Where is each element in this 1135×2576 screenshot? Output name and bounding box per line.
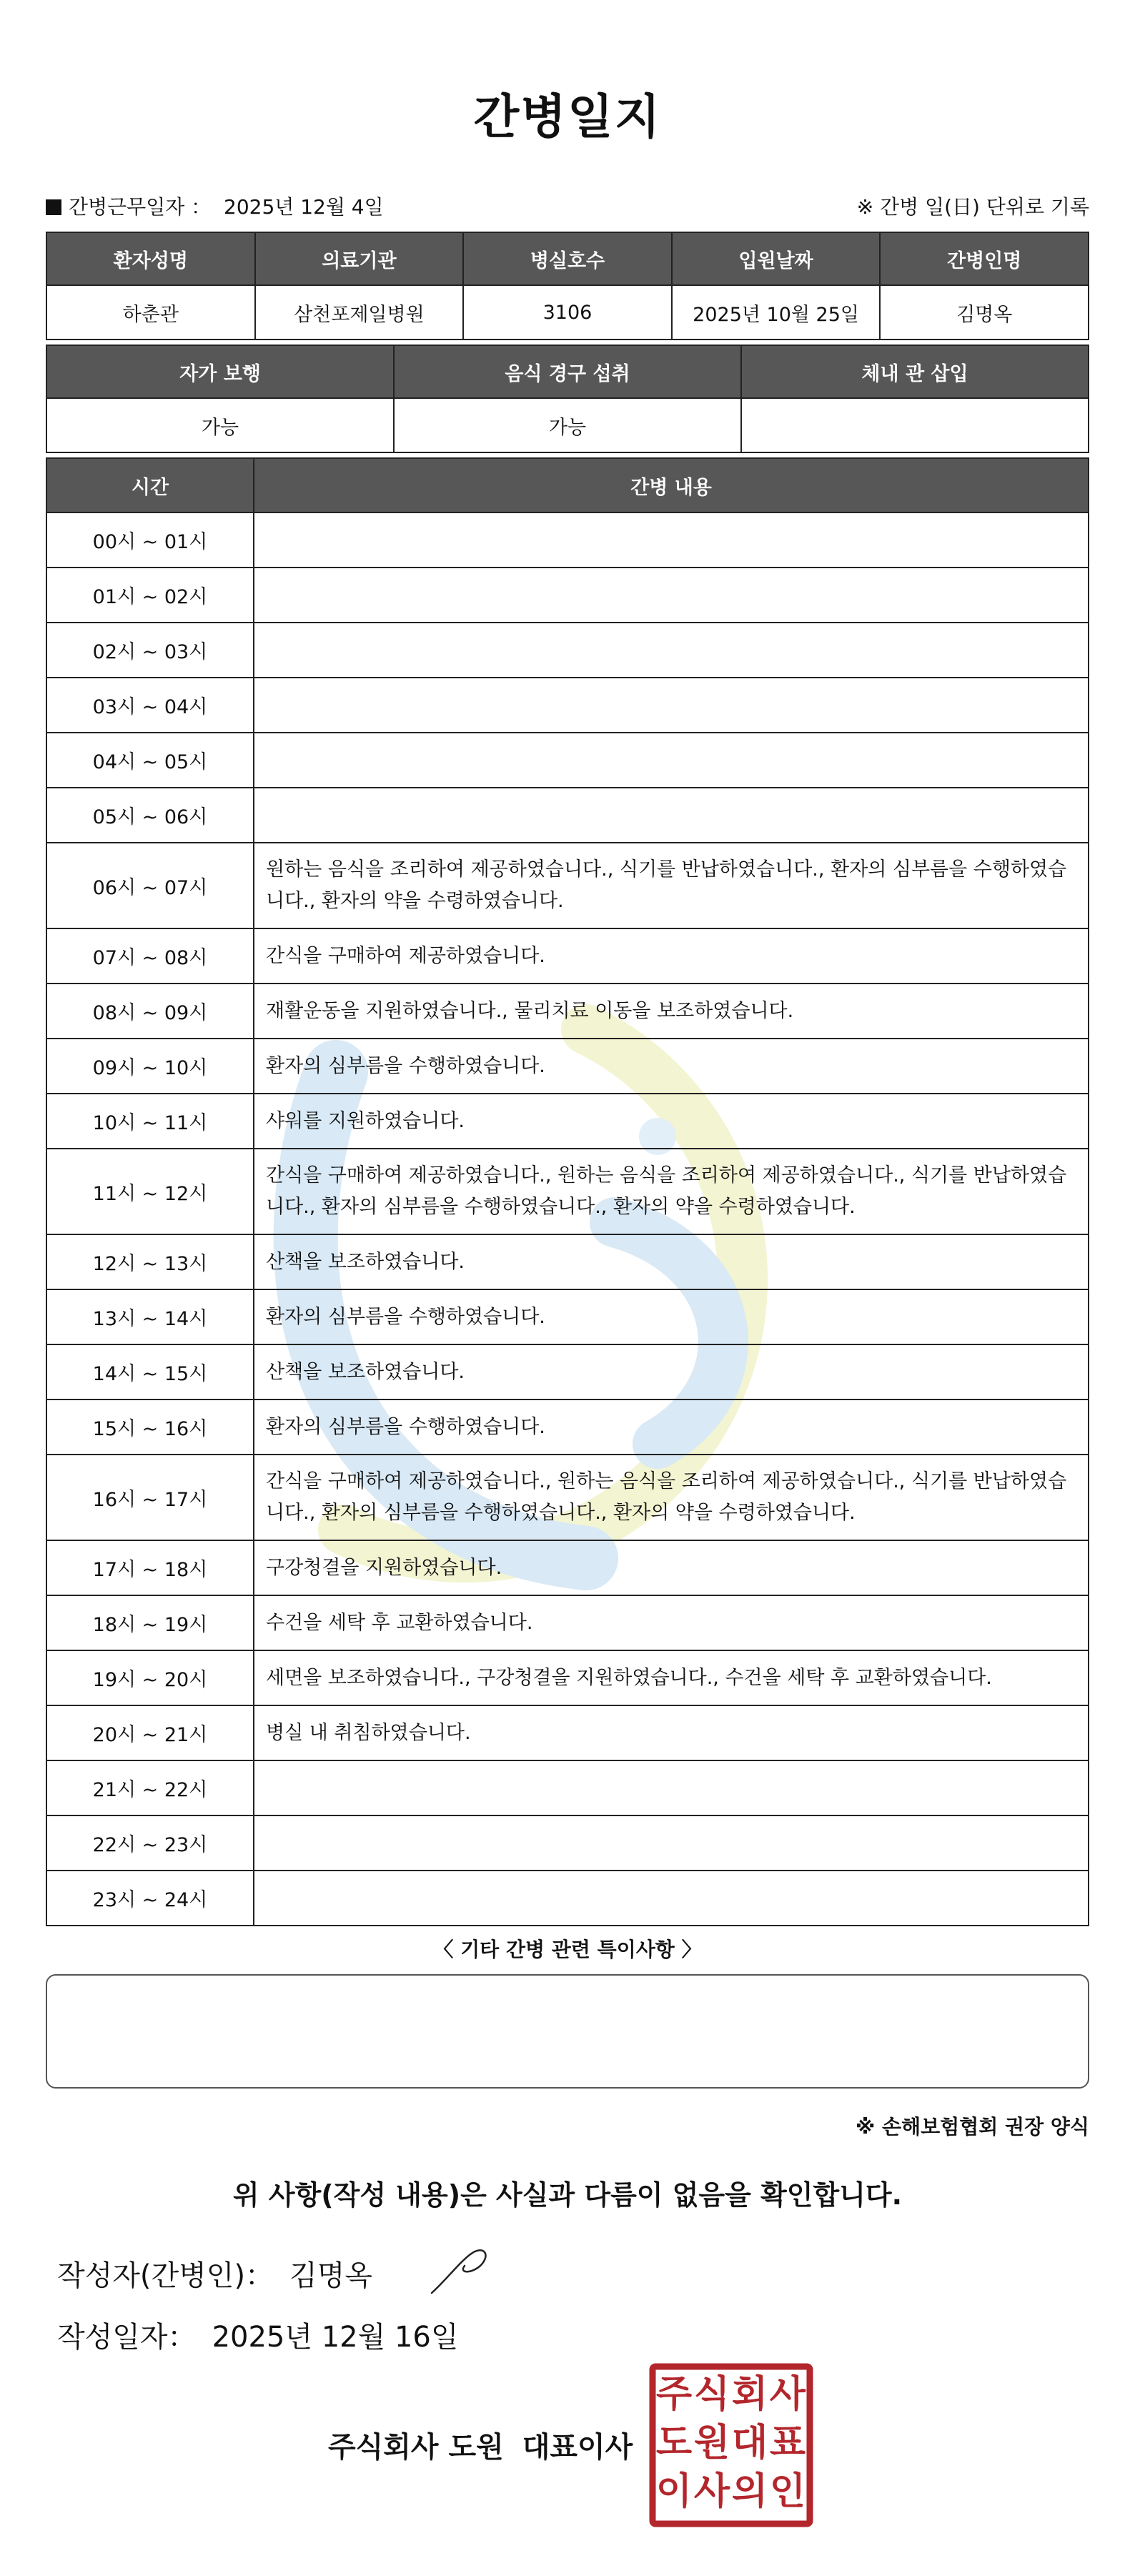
- company-line: [328, 2424, 633, 2465]
- care-content: [254, 623, 1089, 678]
- seal-character: 주: [655, 2373, 693, 2416]
- header-admission-date: 입원날짜: [672, 232, 881, 285]
- meta-row: [46, 192, 1089, 220]
- seal-character: 인: [769, 2470, 806, 2513]
- time-slot: 22시 ~ 23시: [46, 1815, 254, 1871]
- company-seal: [648, 2362, 814, 2528]
- table-row: [46, 1344, 1089, 1400]
- form-source-note: ※ 손해보험협회 권장 양식: [856, 2115, 1089, 2139]
- signature: [417, 2237, 510, 2302]
- time-slot: 23시 ~ 24시: [46, 1871, 254, 1926]
- seal-character: 이: [655, 2470, 693, 2513]
- care-content: 환자의 심부름을 수행하였습니다.: [254, 1400, 1089, 1455]
- time-slot: 16시 ~ 17시: [46, 1455, 254, 1540]
- time-slot: 00시 ~ 01시: [46, 512, 254, 568]
- time-slot: 21시 ~ 22시: [46, 1760, 254, 1815]
- table-row: [46, 1871, 1089, 1926]
- time-slot: 10시 ~ 11시: [46, 1094, 254, 1149]
- table-row: [46, 984, 1089, 1039]
- table-row: [46, 1455, 1089, 1540]
- care-content: [254, 1760, 1089, 1815]
- care-content: [254, 733, 1089, 788]
- special-notes-title: 〈 기타 간병 관련 특이사항 〉: [433, 1938, 702, 1961]
- work-date: [46, 192, 384, 220]
- time-slot: 08시 ~ 09시: [46, 984, 254, 1039]
- seal-character: 식: [693, 2373, 730, 2416]
- care-content: 수건을 세탁 후 교환하였습니다.: [254, 1595, 1089, 1650]
- care-content: 재활운동을 지원하였습니다., 물리치료 이동을 보조하였습니다.: [254, 984, 1089, 1039]
- work-date-label: 간병근무일자 ：: [69, 195, 212, 219]
- table-row: [46, 1289, 1089, 1344]
- special-notes-box: [46, 1974, 1089, 2089]
- table-row: [46, 1234, 1089, 1289]
- time-slot: 07시 ~ 08시: [46, 928, 254, 984]
- company-representative: 대표이사: [522, 2431, 633, 2464]
- time-slot: 02시 ~ 03시: [46, 623, 254, 678]
- table-row: [46, 1595, 1089, 1650]
- patient-info-header-row: [46, 232, 1089, 285]
- seal-character: 원: [693, 2422, 730, 2464]
- care-content: 원하는 음식을 조리하여 제공하였습니다., 식기를 반납하였습니다., 환자의 심부름을 수행하였습니다., 환자의 약을 수령하였습니다.: [254, 843, 1089, 928]
- hospital-name: 삼천포제일병원: [255, 285, 464, 340]
- patient-name: 하춘관: [46, 285, 255, 340]
- care-content: 간식을 구매하여 제공하였습니다., 원하는 음식을 조리하여 제공하였습니다., 식기를 반납하였습니다., 환자의 심부름을 수행하였습니다., 환자의 약을 수령하였습니다.: [254, 1149, 1089, 1234]
- header-time: 시간: [46, 458, 254, 512]
- written-date-line: [57, 2314, 459, 2355]
- square-bullet-icon: [46, 199, 61, 215]
- time-slot: 15시 ~ 16시: [46, 1400, 254, 1455]
- time-slot: 11시 ~ 12시: [46, 1149, 254, 1234]
- table-row: [46, 678, 1089, 733]
- time-slot: 03시 ~ 04시: [46, 678, 254, 733]
- table-row: [46, 512, 1089, 568]
- confirmation-statement: 위 사항(작성 내용)은 사실과 다름이 없음을 확인합니다.: [232, 2179, 903, 2211]
- table-row: [46, 1039, 1089, 1094]
- seal-character: 표: [769, 2422, 806, 2464]
- table-row: [46, 1400, 1089, 1455]
- header-tube-insertion: 체내 관 삽입: [741, 345, 1089, 398]
- seal-character: 의: [731, 2470, 768, 2513]
- seal-character: 회: [731, 2373, 768, 2416]
- care-content: [254, 512, 1089, 568]
- time-slot: 20시 ~ 21시: [46, 1705, 254, 1760]
- care-content: [254, 1815, 1089, 1871]
- care-content: 간식을 구매하여 제공하였습니다., 원하는 음식을 조리하여 제공하였습니다., 식기를 반납하였습니다., 환자의 심부름을 수행하였습니다., 환자의 약을 수령하였습니다.: [254, 1455, 1089, 1540]
- table-row: [46, 1650, 1089, 1705]
- patient-info-table: [46, 232, 1089, 340]
- document-title: 간병일지: [473, 89, 662, 144]
- writer-name: 김명옥: [289, 2259, 372, 2292]
- oral-intake-value: 가능: [394, 398, 741, 452]
- table-row: [46, 843, 1089, 928]
- care-content: [254, 788, 1089, 843]
- time-slot: 09시 ~ 10시: [46, 1039, 254, 1094]
- time-slot: 04시 ~ 05시: [46, 733, 254, 788]
- time-slot: 19시 ~ 20시: [46, 1650, 254, 1705]
- care-content: 환자의 심부름을 수행하였습니다.: [254, 1289, 1089, 1344]
- time-slot: 13시 ~ 14시: [46, 1289, 254, 1344]
- table-row: [46, 733, 1089, 788]
- caregiver-name: 김명옥: [880, 285, 1089, 340]
- care-content: 산책을 보조하였습니다.: [254, 1344, 1089, 1400]
- time-slot: 12시 ~ 13시: [46, 1234, 254, 1289]
- header-hospital: 의료기관: [255, 232, 464, 285]
- table-row: [46, 1149, 1089, 1234]
- header-self-walking: 자가 보행: [46, 345, 394, 398]
- care-content: 환자의 심부름을 수행하였습니다.: [254, 1039, 1089, 1094]
- patient-status-header-row: [46, 345, 1089, 398]
- care-content: 세면을 보조하였습니다., 구강청결을 지원하였습니다., 수건을 세탁 후 교환하였습니다.: [254, 1650, 1089, 1705]
- header-care-content: 간병 내용: [254, 458, 1089, 512]
- seal-character: 도: [655, 2422, 693, 2464]
- table-row: [46, 1094, 1089, 1149]
- table-row: [46, 928, 1089, 984]
- room-number: 3106: [463, 285, 672, 340]
- care-content: 간식을 구매하여 제공하였습니다.: [254, 928, 1089, 984]
- admission-date: 2025년 10월 25일: [672, 285, 881, 340]
- tube-insertion-value: [741, 398, 1089, 452]
- header-room-number: 병실호수: [463, 232, 672, 285]
- care-content: 샤워를 지원하였습니다.: [254, 1094, 1089, 1149]
- time-slot: 17시 ~ 18시: [46, 1540, 254, 1595]
- patient-status-value-row: [46, 398, 1089, 452]
- table-row: [46, 1760, 1089, 1815]
- time-slot: 01시 ~ 02시: [46, 568, 254, 623]
- record-unit-note: ※ 간병 일(日) 단위로 기록: [856, 195, 1089, 219]
- patient-status-table: [46, 345, 1089, 453]
- table-row: [46, 1815, 1089, 1871]
- care-log-header-row: [46, 458, 1089, 512]
- time-slot: 05시 ~ 06시: [46, 788, 254, 843]
- care-log-table: [46, 457, 1089, 1926]
- time-slot: 18시 ~ 19시: [46, 1595, 254, 1650]
- care-content: [254, 568, 1089, 623]
- written-date-value: 2025년 12월 16일: [212, 2321, 459, 2354]
- writer-line: [57, 2253, 372, 2294]
- work-date-value: 2025년 12월 4일: [224, 195, 384, 219]
- seal-character: 사: [769, 2373, 806, 2416]
- table-row: [46, 1705, 1089, 1760]
- header-patient-name: 환자성명: [46, 232, 255, 285]
- care-content: [254, 1871, 1089, 1926]
- written-date-label: 작성일자：: [57, 2321, 197, 2354]
- table-row: [46, 788, 1089, 843]
- table-row: [46, 1540, 1089, 1595]
- table-row: [46, 568, 1089, 623]
- header-caregiver-name: 간병인명: [880, 232, 1089, 285]
- care-content: 병실 내 취침하였습니다.: [254, 1705, 1089, 1760]
- patient-info-value-row: [46, 285, 1089, 340]
- care-content: 구강청결을 지원하였습니다.: [254, 1540, 1089, 1595]
- seal-character: 사: [693, 2470, 730, 2513]
- company-name: 주식회사 도원: [328, 2431, 504, 2464]
- header-oral-intake: 음식 경구 섭취: [394, 345, 741, 398]
- self-walking-value: 가능: [46, 398, 394, 452]
- care-content: [254, 678, 1089, 733]
- table-row: [46, 623, 1089, 678]
- writer-label: 작성자(간병인)：: [57, 2259, 274, 2292]
- time-slot: 06시 ~ 07시: [46, 843, 254, 928]
- seal-character: 대: [731, 2422, 768, 2464]
- time-slot: 14시 ~ 15시: [46, 1344, 254, 1400]
- care-content: 산책을 보조하였습니다.: [254, 1234, 1089, 1289]
